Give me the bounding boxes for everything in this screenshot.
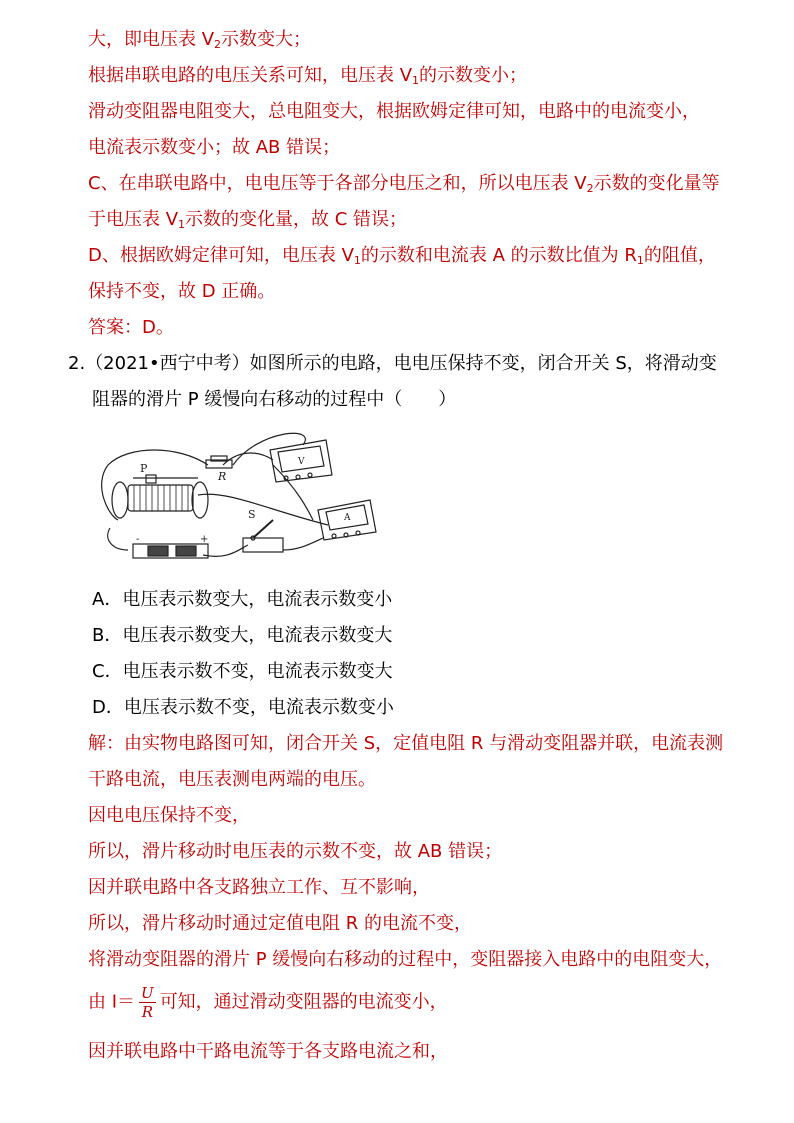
label-S: S [248, 508, 256, 521]
text-line [88, 64, 527, 93]
question-text: （2021•西宁中考）如图所示的电路，电电压保持不变，闭合开关 S，将滑动变 [85, 353, 717, 374]
solution-line [88, 984, 448, 1021]
text-segment: D、根据欧姆定律可知，电压表 V [88, 245, 354, 266]
label-plus: + [200, 534, 209, 545]
text-segment: 示数的变化量，故 C 错误； [185, 209, 408, 230]
text-segment: 根据串联电路的电压关系可知，电压表 V [88, 65, 413, 86]
text-line [88, 244, 716, 273]
label-A: A [344, 513, 351, 523]
text-line: 电流表示数变小；故 AB 错误； [88, 137, 341, 158]
text-segment: 于电压表 V [88, 209, 179, 230]
label-V: V [298, 457, 305, 467]
text-line: 保持不变，故 D 正确。 [88, 281, 276, 302]
solution-line: 因并联电路中各支路独立工作、互不影响， [88, 877, 430, 898]
option-b: B．电压表示数变大，电流表示数变大 [92, 625, 393, 646]
option-a: A．电压表示数变大，电流表示数变小 [92, 589, 393, 610]
solution-line: 将滑动变阻器的滑片 P 缓慢向右移动的过程中，变阻器接入电路中的电阻变大， [88, 949, 723, 970]
option-c: C．电压表示数不变，电流表示数变大 [92, 661, 393, 682]
text-line: 滑动变阻器电阻变大，总电阻变大，根据欧姆定律可知，电路中的电流变小， [88, 101, 700, 122]
text-segment: 的示数和电流表 A 的示数比值为 R [360, 245, 637, 266]
text-segment: C、在串联电路中，电电压等于各部分电压之和，所以电压表 V [88, 173, 587, 194]
text-segment: 示数变大； [221, 29, 312, 50]
fraction-u-over-r [139, 984, 156, 1021]
subscript: 2 [214, 38, 222, 51]
subscript: 1 [353, 254, 361, 267]
label-minus: - [136, 534, 140, 545]
solution-line: 解：由实物电路图可知，闭合开关 S，定值电阻 R 与滑动变阻器并联，电流表测 [88, 733, 724, 754]
subscript: 1 [412, 74, 420, 87]
text-segment: 示数的变化量等 [593, 173, 720, 194]
question-number: 2. [68, 353, 86, 374]
text-line [88, 172, 720, 201]
subscript: 2 [586, 182, 594, 195]
label-P: P [140, 462, 148, 475]
solution-line: 因电电压保持不变， [88, 805, 250, 826]
text-line [88, 208, 407, 237]
text-segment: 的示数变小； [419, 65, 528, 86]
question-line [68, 352, 717, 376]
solution-line: 所以，滑片移动时通过定值电阻 R 的电流不变， [88, 913, 472, 934]
subscript: 1 [178, 218, 186, 231]
text-segment: 可知，通过滑动变阻器的电流变小， [159, 991, 448, 1013]
fraction-numerator: U [141, 984, 154, 1002]
text-segment: 大，即电压表 V [88, 29, 215, 50]
answer-line: 答案：D。 [88, 317, 174, 338]
question-line: 阻器的滑片 P 缓慢向右移动的过程中（ ） [92, 389, 457, 410]
solution-line: 所以，滑片移动时电压表的示数不变，故 AB 错误； [88, 841, 503, 862]
solution-line: 干路电流，电压表测电两端的电压。 [88, 769, 376, 790]
subscript: 1 [636, 254, 644, 267]
solution-line: 因并联电路中干路电流等于各支路电流之和， [88, 1041, 448, 1062]
text-segment: 由 I＝ [88, 991, 136, 1013]
text-line [88, 28, 311, 57]
text-segment: 的阻值， [643, 245, 716, 266]
option-d: D．电压表示数不变，电流表示数变小 [92, 697, 394, 718]
circuit-diagram [88, 420, 378, 570]
fraction-denominator: R [141, 1003, 153, 1021]
label-R: R [218, 470, 227, 483]
